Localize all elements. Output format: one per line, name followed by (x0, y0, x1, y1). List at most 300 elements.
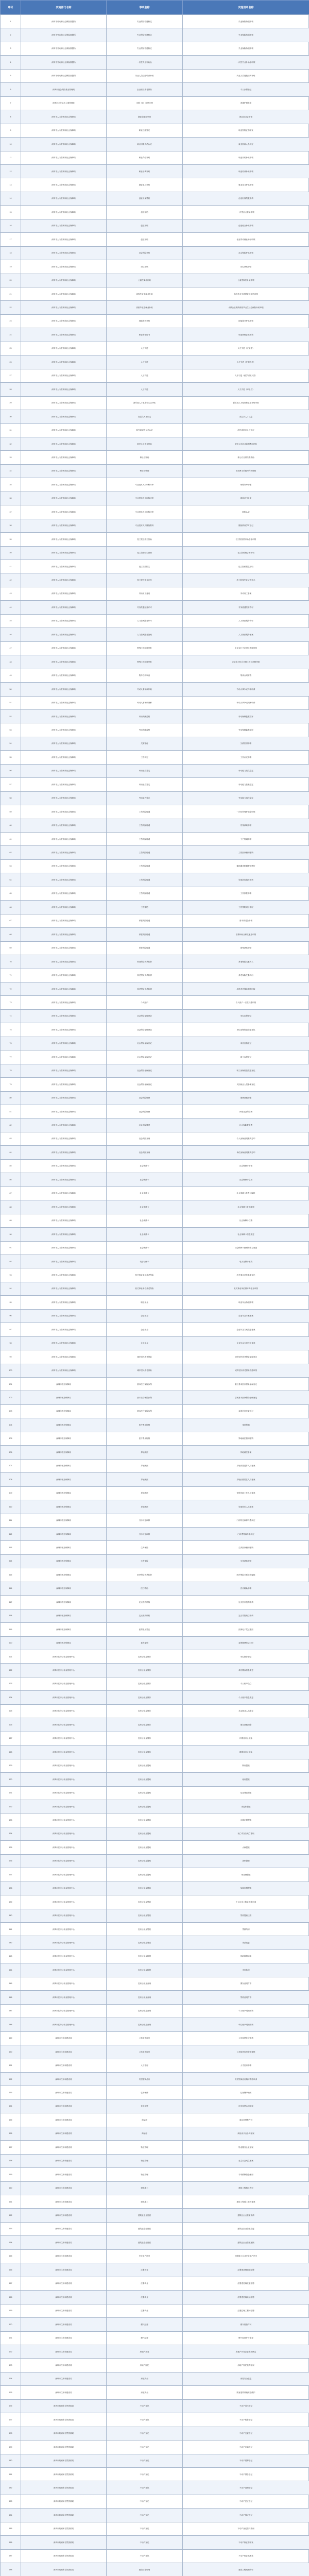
row-checklist-name: 城乡居民养老保险参保登记 (182, 1350, 309, 1363)
row-index: 7 (0, 96, 21, 110)
row-item-name: 安全生产许可 (106, 2249, 182, 2263)
row-department: 深圳市住房公积金管理中心 (21, 1840, 106, 1854)
row-department: 深圳市住房和建设局 (21, 2372, 106, 2385)
row-checklist-name: 伤残津贴申领 (182, 819, 309, 832)
row-index: 98 (0, 1336, 21, 1350)
row-item-name: 专业技术人员职称评审 (106, 505, 182, 518)
row-item-name: 特殊工时制度审批 (106, 655, 182, 668)
row-department: 深圳市医疗保障局 (21, 1595, 106, 1608)
row-checklist-name: 零星报销 (182, 1418, 309, 1431)
row-checklist-name: 职业资格证书查询 (182, 328, 309, 341)
row-department: 深圳市人力资源和社会保障局 (21, 777, 106, 791)
row-department: 深圳市人力资源和社会保障局 (21, 927, 106, 941)
row-department: 深圳市人力资源和社会保障局 (21, 1214, 106, 1227)
row-index: 79 (0, 1077, 21, 1091)
row-department: 深圳市人力资源和社会保障局 (21, 287, 106, 300)
row-item-name: 不动产登记 (106, 2399, 182, 2413)
row-index: 134 (0, 1827, 21, 1840)
row-checklist-name: 离职提取 (182, 1854, 309, 1868)
row-department: 深圳市人力资源和社会保障局 (21, 314, 106, 328)
row-item-name: 创业补贴 (106, 205, 182, 218)
row-index: 27 (0, 369, 21, 382)
row-checklist-name: 个人账户信息变更 (182, 1690, 309, 1704)
row-index: 131 (0, 1786, 21, 1800)
row-department: 深圳市医疗保障局 (21, 1609, 106, 1622)
row-department: 深圳市人力资源和社会保障局 (21, 560, 106, 573)
row-checklist-name: 注册建造师变更注册 (182, 2277, 309, 2290)
row-index: 28 (0, 382, 21, 396)
row-index: 13 (0, 178, 21, 191)
row-index: 186 (0, 2535, 21, 2549)
row-item-name: 住房公积金提取 (106, 1786, 182, 1800)
row-department: 深圳市规划和自然资源局 (21, 2467, 106, 2481)
row-checklist-name: 住房保障轮候 (182, 2086, 309, 2099)
row-checklist-name: 偿还贷款提取 (182, 1786, 309, 1800)
row-item-name: 机关事业单位养老保险 (106, 1282, 182, 1295)
row-checklist-name: 贷款结清 (182, 1922, 309, 1936)
row-item-name: 就业困难人员认定 (106, 137, 182, 150)
row-item-name: 参保证明 (106, 1636, 182, 1650)
row-index: 1 (0, 14, 21, 28)
row-index: 188 (0, 2563, 21, 2576)
row-item-name: 注册执业 (106, 2277, 182, 2290)
row-checklist-name: 物业费提取 (182, 1868, 309, 1881)
header-index: 序号 (0, 0, 21, 14)
row-checklist-name: 一次性失业补助金申领 (182, 55, 309, 69)
row-item-name: 不动产登记 (106, 2495, 182, 2508)
row-department: 深圳市人力资源和社会保障局 (21, 137, 106, 150)
row-checklist-name: 不动产首次登记 (182, 2399, 309, 2413)
row-department: 深圳市人力资源和社会保障局 (21, 709, 106, 723)
row-item-name: 城乡居民养老保险 (106, 1364, 182, 1377)
row-department: 深圳市人力资源和社会保障局 (21, 969, 106, 982)
row-department: 深圳市住房和建设局 (21, 2249, 106, 2263)
row-checklist-name: 劳动能力初次鉴定 (182, 764, 309, 777)
row-checklist-name: 人力资源服务许可 (182, 614, 309, 628)
row-item-name: 机关事业单位养老保险 (106, 1268, 182, 1281)
row-item-name: 岗位补贴 (106, 260, 182, 273)
row-checklist-name: 个人住房公积金贷款申请 (182, 1895, 309, 1908)
row-department: 深圳市住房和建设局 (21, 2099, 106, 2113)
row-index: 129 (0, 1759, 21, 1772)
row-department: 深圳市住房和建设局 (21, 2045, 106, 2058)
row-item-name: 住房公积金贷款 (106, 1936, 182, 1949)
row-department: 深圳市规划和自然资源局 (21, 2495, 106, 2508)
row-department: 深圳市医疗保障局 (21, 1486, 106, 1500)
row-index: 160 (0, 2181, 21, 2195)
row-index: 156 (0, 2127, 21, 2140)
row-index: 11 (0, 151, 21, 164)
row-checklist-name: 失业保险待遇申领 (182, 42, 309, 55)
row-index: 161 (0, 2195, 21, 2208)
row-department: 深圳市人力资源和社会保障局 (21, 941, 106, 955)
row-checklist-name: 技工院校招生录取 (182, 560, 309, 573)
row-item-name: 技工院校招生 (106, 560, 182, 573)
row-checklist-name: 不动产异议登记 (182, 2508, 309, 2521)
row-department: 深圳市劳动和社会保险数据所 (21, 28, 106, 41)
row-checklist-name: 劳动保障监察举报 (182, 723, 309, 736)
row-index: 185 (0, 2522, 21, 2535)
row-index: 53 (0, 723, 21, 736)
row-item-name: 技工院校学生资助 (106, 532, 182, 546)
row-checklist-name: 企业年金方案变更备案 (182, 1323, 309, 1336)
row-checklist-name: 注册建造师延续注册 (182, 2290, 309, 2303)
row-checklist-name: 城乡养老保险制度衔接 (182, 982, 309, 995)
row-item-name: 住房公积金转移 (106, 1963, 182, 1976)
row-index: 112 (0, 1527, 21, 1540)
row-index: 74 (0, 1009, 21, 1023)
row-item-name: 医疗费用报销 (106, 1418, 182, 1431)
row-index: 124 (0, 1690, 21, 1704)
row-checklist-name: 不动产变更登记 (182, 2427, 309, 2440)
row-index: 153 (0, 2086, 21, 2099)
row-item-name: 人才住房 (106, 2059, 182, 2072)
row-department: 深圳市人力资源和社会保障局 (21, 750, 106, 764)
row-index: 111 (0, 1514, 21, 1527)
row-department: 深圳市人力资源和社会保障局 (21, 450, 106, 464)
row-index: 17 (0, 232, 21, 246)
row-department: 深圳市人力资源和社会保障局 (21, 437, 106, 450)
row-index: 133 (0, 1813, 21, 1826)
row-index: 147 (0, 2004, 21, 2018)
row-index: 172 (0, 2345, 21, 2358)
row-department: 深圳市住房和建设局 (21, 2385, 106, 2399)
row-checklist-name: 出境定居提取 (182, 1813, 309, 1826)
row-item-name: 失业保险待遇核定 (106, 28, 182, 41)
row-index: 10 (0, 137, 21, 150)
row-index: 47 (0, 641, 21, 655)
row-index: 138 (0, 1882, 21, 1895)
row-index: 137 (0, 1868, 21, 1881)
row-item-name: 房地产开发 (106, 2345, 182, 2358)
row-department: 深圳市规划和自然资源局 (21, 2454, 106, 2467)
row-item-name: 住房公积金缴存 (106, 1677, 182, 1690)
row-checklist-name: 建筑业企业资质延续 (182, 2235, 309, 2249)
row-item-name: 安居型商品房 (106, 2072, 182, 2086)
row-index: 38 (0, 519, 21, 532)
row-item-name: 不动产登记 (106, 2413, 182, 2426)
row-index: 159 (0, 2167, 21, 2181)
row-checklist-name: 小微企业吸纳高校毕业生社会保险补贴申领 (182, 300, 309, 314)
row-item-name: 工伤保险待遇 (106, 805, 182, 818)
row-checklist-name: 建筑工程施工许可 (182, 2181, 309, 2195)
row-department: 深圳市人力资源和社会保障局 (21, 805, 106, 818)
row-checklist-name: 病残津贴申领 (182, 941, 309, 955)
row-department: 深圳市人力资源和社会保障局 (21, 192, 106, 205)
row-index: 78 (0, 1064, 21, 1077)
row-index: 49 (0, 669, 21, 682)
row-item-name: 劳动人事争议调解 (106, 696, 182, 709)
row-department: 深圳市住房和建设局 (21, 2195, 106, 2208)
row-department: 深圳市住房和建设局 (21, 2181, 106, 2195)
row-index: 70 (0, 955, 21, 968)
row-index: 61 (0, 832, 21, 845)
row-checklist-name: 人才引进（博士后） (182, 382, 309, 396)
row-item-name: 人力资源服务许可 (106, 614, 182, 628)
row-checklist-name: 单位缴存登记 (182, 1650, 309, 1663)
row-index: 126 (0, 1718, 21, 1731)
row-item-name: 养老保险关系转移 (106, 955, 182, 968)
row-index: 48 (0, 655, 21, 668)
row-item-name: 建筑业企业资质 (106, 2208, 182, 2222)
row-item-name: 社会保障卡 (106, 1159, 182, 1173)
row-index: 94 (0, 1282, 21, 1295)
row-index: 63 (0, 859, 21, 873)
row-item-name: 住房公积金查询 (106, 1990, 182, 2004)
row-checklist-name: 单位缴存信息变更 (182, 1663, 309, 1676)
row-department: 深圳市劳动和社会保险数据所 (21, 55, 106, 69)
row-checklist-name: 人才引进（应届生） (182, 342, 309, 355)
row-item-name: 专业技术人员职称评审 (106, 492, 182, 505)
row-department: 深圳市医疗保障局 (21, 1445, 106, 1459)
row-checklist-name: 商品房预售许可 (182, 2113, 309, 2126)
row-department: 深圳市人力资源和社会保障局 (21, 1309, 106, 1323)
row-checklist-name: 人才引进（留学回国人员） (182, 369, 309, 382)
row-index: 2 (0, 28, 21, 41)
row-item-name: 养老保险待遇 (106, 927, 182, 941)
row-item-name: 住房公积金查询 (106, 2018, 182, 2031)
row-department: 深圳市人力资源和社会保障局 (21, 1187, 106, 1200)
row-department: 深圳市人力资源和社会保障局 (21, 832, 106, 845)
row-checklist-name: 门诊慢性病待遇认定 (182, 1527, 309, 1540)
row-department: 深圳市住房公积金管理中心 (21, 1732, 106, 1745)
row-index: 87 (0, 1187, 21, 1200)
row-department: 深圳市人力资源和社会保障局 (21, 845, 106, 859)
row-index: 32 (0, 437, 21, 450)
row-item-name: 住房保障 (106, 2086, 182, 2099)
row-department: 深圳市人力资源和社会保障局 (21, 178, 106, 191)
row-department: 深圳市人力资源和社会保障局 (21, 914, 106, 927)
row-index: 146 (0, 1990, 21, 2004)
row-index: 155 (0, 2113, 21, 2126)
row-item-name: 医保电子凭证 (106, 1622, 182, 1636)
row-checklist-name: 职工参保登记 (182, 1050, 309, 1063)
row-index: 143 (0, 1950, 21, 1963)
row-checklist-name: 注册建造师初始注册 (182, 2263, 309, 2276)
row-item-name: 高层次人才认定 (106, 410, 182, 423)
row-item-name: 工伤保险待遇 (106, 832, 182, 845)
row-department: 深圳市人力资源和社会保障局 (21, 164, 106, 178)
row-index: 4 (0, 55, 21, 69)
row-checklist-name: 居民基本医疗保险参保登记 (182, 1391, 309, 1404)
row-checklist-name: 工伤医疗费用报销 (182, 845, 309, 859)
row-checklist-name: 技工院校国家助学金申领 (182, 532, 309, 546)
row-department: 深圳市人力资源和社会保障局 (21, 205, 106, 218)
row-item-name: 工伤保险待遇 (106, 819, 182, 832)
row-index: 95 (0, 1295, 21, 1309)
row-checklist-name: 高校毕业生基层就业补贴申领 (182, 287, 309, 300)
row-item-name: 物业管理 (106, 2154, 182, 2167)
row-index: 39 (0, 532, 21, 546)
row-index: 123 (0, 1677, 21, 1690)
row-department: 深圳市人力资源和社会保障局 (21, 1118, 106, 1131)
row-department: 深圳市住房和建设局 (21, 2304, 106, 2317)
row-item-name: 高校毕业生就业补贴 (106, 300, 182, 314)
row-department: 深圳市住房公积金管理中心 (21, 1772, 106, 1786)
row-checklist-name: 不动产权证书补发 (182, 2535, 309, 2549)
row-item-name: 失业保险待遇核定 (106, 14, 182, 28)
row-department: 深圳市人力资源和社会保障局 (21, 1173, 106, 1186)
row-index: 127 (0, 1732, 21, 1745)
row-item-name: 失业人员技能培训补贴 (106, 69, 182, 82)
header-item-name: 事项名称 (106, 0, 182, 14)
row-item-name: 不动产登记 (106, 2535, 182, 2549)
row-index: 37 (0, 505, 21, 518)
row-department: 深圳市人力资源和社会保障局 (21, 492, 106, 505)
row-department: 深圳市人力资源和社会保障局 (21, 1077, 106, 1091)
row-department: 深圳市人力资源和社会保障局 (21, 1295, 106, 1309)
row-department: 深圳市医疗保障局 (21, 1418, 106, 1431)
row-item-name: 住房公积金提取 (106, 1759, 182, 1772)
row-department: 深圳市医疗保障局 (21, 1432, 106, 1445)
row-item-name: 住房公积金查询 (106, 1977, 182, 1990)
row-index: 89 (0, 1214, 21, 1227)
row-department: 深圳市住房和建设局 (21, 2317, 106, 2331)
row-index: 35 (0, 478, 21, 491)
row-item-name: 劳动人事争议仲裁 (106, 682, 182, 696)
row-index: 162 (0, 2208, 21, 2222)
row-item-name: 社会保险参保登记 (106, 1009, 182, 1023)
row-department: 深圳市人力资源和社会保障局 (21, 300, 106, 314)
row-index: 141 (0, 1922, 21, 1936)
row-checklist-name: 常驻异地工作人员备案 (182, 1486, 309, 1500)
row-department: 深圳市人力资源和社会保障局 (21, 1145, 106, 1159)
row-checklist-name: 缓缴住房公积金 (182, 1745, 309, 1758)
row-index: 106 (0, 1445, 21, 1459)
row-department: 深圳市人力资源和社会保障局 (21, 900, 106, 913)
row-department: 深圳市住房公积金管理中心 (21, 1800, 106, 1813)
row-checklist-name: 购房提取 (182, 1759, 309, 1772)
row-item-name: 不动产登记 (106, 2454, 182, 2467)
row-checklist-name: 新引进人才租房和生活补贴申领 (182, 396, 309, 410)
row-item-name: 社会保障卡 (106, 1200, 182, 1213)
row-department: 深圳市人力资源和社会保障局 (21, 410, 106, 423)
row-item-name: 住房公积金贷款 (106, 1909, 182, 1922)
row-checklist-name: 个人参保登记 (182, 82, 309, 96)
row-department: 深圳市住房公积金管理中心 (21, 1854, 106, 1868)
row-index: 104 (0, 1418, 21, 1431)
row-department: 深圳市人力资源和社会保障局 (21, 1336, 106, 1350)
row-index: 92 (0, 1255, 21, 1268)
row-checklist-name: 定点医疗机构申请 (182, 1595, 309, 1608)
row-index: 44 (0, 600, 21, 614)
row-index: 175 (0, 2385, 21, 2399)
row-index: 187 (0, 2549, 21, 2563)
row-department: 深圳市人力资源和社会保障局 (21, 1268, 106, 1281)
row-department: 深圳市住房公积金管理中心 (21, 1745, 106, 1758)
row-item-name: 劳动保障监察 (106, 709, 182, 723)
row-checklist-name: 房地产经纪机构备案 (182, 2358, 309, 2371)
row-index: 16 (0, 219, 21, 232)
row-checklist-name: 电子社保卡签发 (182, 1255, 309, 1268)
row-index: 51 (0, 696, 21, 709)
row-department: 深圳市人力资源和社会保障局 (21, 628, 106, 641)
row-department: 深圳市人力资源和社会保障局 (21, 982, 106, 995)
row-department: 深圳市人力资源和社会保障局 (21, 655, 106, 668)
row-index: 22 (0, 300, 21, 314)
row-index: 3 (0, 42, 21, 55)
row-checklist-name: 个人账户明细查询 (182, 2004, 309, 2018)
row-checklist-name: 缴存证明打印 (182, 1977, 309, 1990)
row-index: 46 (0, 628, 21, 641)
row-checklist-name: 社会保险费退费 (182, 1118, 309, 1131)
row-department: 深圳市人力资源和社会保障局 (21, 342, 106, 355)
row-department: 深圳市人力资源和社会保障局 (21, 532, 106, 546)
row-checklist-name: 个人参保证明查询打印 (182, 1132, 309, 1145)
row-checklist-name: 租房提取 (182, 1772, 309, 1786)
row-department: 深圳市人力资源和社会保障局 (21, 1132, 106, 1145)
row-item-name: 社会保险参保登记 (106, 1050, 182, 1063)
row-checklist-name: 人才住房申请 (182, 2059, 309, 2072)
row-checklist-name: 继续教育学时登记 (182, 519, 309, 532)
row-department: 深圳市人力资源和社会保障局 (21, 232, 106, 246)
row-item-name: 住房公积金贷款 (106, 1895, 182, 1908)
row-index: 152 (0, 2072, 21, 2086)
row-item-name: 留学人员创业资助 (106, 437, 182, 450)
row-checklist-name: 技工院校免学费申领 (182, 546, 309, 560)
row-checklist-name: 失业保险待遇申领 (182, 14, 309, 28)
row-department: 深圳市人力资源和社会保障局 (21, 887, 106, 900)
row-item-name: 个人账户 (106, 995, 182, 1009)
row-checklist-name: 不动产权证书换发 (182, 2549, 309, 2563)
row-department: 深圳市人力资源和社会保障局 (21, 995, 106, 1009)
row-checklist-name: 不动产预告登记 (182, 2467, 309, 2481)
row-department: 深圳市住房和建设局 (21, 2113, 106, 2126)
row-checklist-name: 贷款证明打印 (182, 1990, 309, 2004)
row-department: 深圳市医疗保障局 (21, 1582, 106, 1595)
row-checklist-name: 异地就医备案 (182, 1445, 309, 1459)
row-index: 21 (0, 287, 21, 300)
row-item-name: 职业培训补贴 (106, 164, 182, 178)
row-department: 深圳市医疗保障局 (21, 1404, 106, 1418)
row-checklist-name: 建设工程竣工验收备案 (182, 2195, 309, 2208)
row-index: 173 (0, 2358, 21, 2371)
row-department: 深圳市人力资源和社会保障局 (21, 1350, 106, 1363)
row-item-name: 职业介绍补贴 (106, 151, 182, 164)
row-checklist-name: 欠薪垫付申请 (182, 737, 309, 750)
row-department: 深圳市人力资源和社会保障局 (21, 955, 106, 968)
row-checklist-name: 异地安置退休人员备案 (182, 1459, 309, 1472)
row-item-name: 异地就医 (106, 1486, 182, 1500)
row-checklist-name: 缴费基数申报 (182, 1091, 309, 1105)
row-department: 深圳市住房和建设局 (21, 2059, 106, 2072)
row-checklist-name: 劳动人事争议仲裁申请 (182, 682, 309, 696)
row-department: 深圳市住房公积金管理中心 (21, 1827, 106, 1840)
row-checklist-name: 养老保险关系转入 (182, 955, 309, 968)
row-index: 18 (0, 246, 21, 260)
row-item-name: 生育保险 (106, 1540, 182, 1554)
row-index: 136 (0, 1854, 21, 1868)
row-index: 117 (0, 1595, 21, 1608)
row-department: 深圳市住房公积金管理中心 (21, 1963, 106, 1976)
row-department: 深圳市住房公积金管理中心 (21, 1663, 106, 1676)
row-item-name: 工伤认定 (106, 750, 182, 764)
row-department: 深圳市住房和建设局 (21, 2208, 106, 2222)
row-department: 深圳市医疗保障局 (21, 1391, 106, 1404)
row-index: 72 (0, 982, 21, 995)
row-item-name: 技工院校毕业证书 (106, 573, 182, 586)
row-item-name: 医疗救助 (106, 1582, 182, 1595)
row-item-name: 定点医药机构 (106, 1595, 182, 1608)
row-department: 深圳市规划和自然资源局 (21, 2399, 106, 2413)
row-item-name: 不动产登记 (106, 2481, 182, 2494)
row-checklist-name: 辅助器具配置费用核付 (182, 859, 309, 873)
row-item-name: 专业技术人员职称评审 (106, 478, 182, 491)
row-index: 101 (0, 1377, 21, 1391)
row-item-name: 公共租赁住房 (106, 2031, 182, 2045)
row-checklist-name: 社会保险补贴申领 (182, 246, 309, 260)
row-department: 深圳市人力资源和社会保障局 (21, 1023, 106, 1036)
